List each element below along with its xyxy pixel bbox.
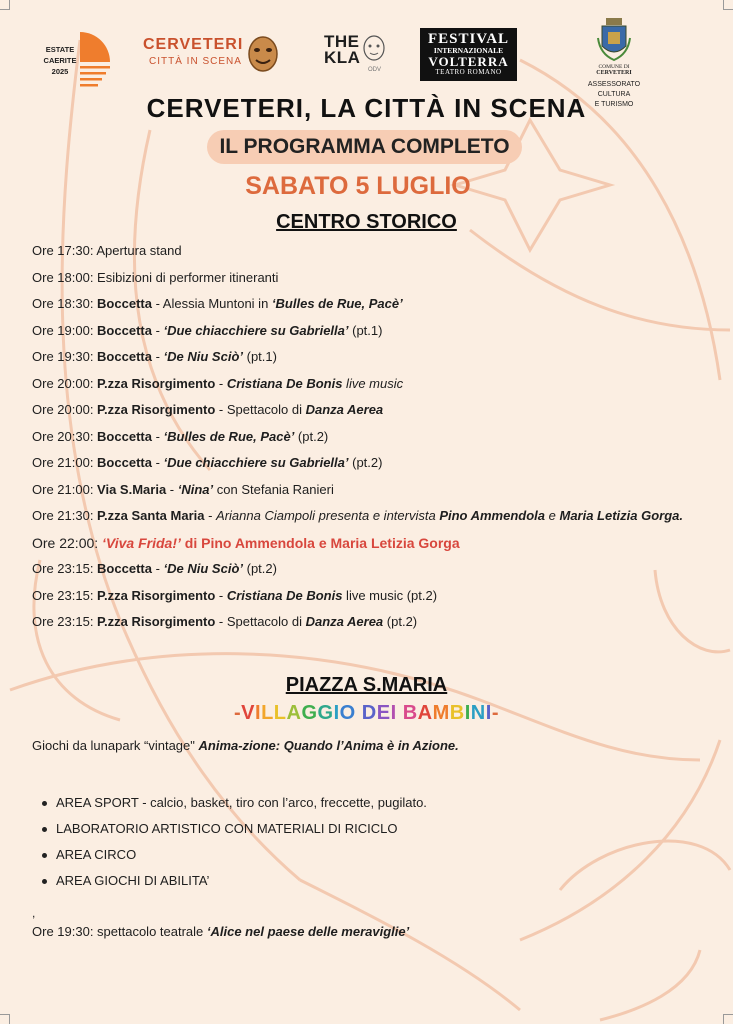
- schedule-text: live music (pt.2): [342, 587, 438, 603]
- logo-comune-line3: ASSESSORATO CULTURA: [587, 81, 641, 98]
- schedule-text: -: [151, 322, 164, 338]
- schedule-text: (pt.1): [348, 322, 383, 338]
- schedule-text: ‘Due chiacchiere su Gabriella’: [163, 322, 349, 338]
- schedule-text: (pt.2): [348, 455, 383, 470]
- face-sketch-icon: [360, 34, 388, 74]
- logo-cerveteri-name: CERVETERI: [143, 36, 244, 53]
- area-item: AREA GIOCHI DI ABILITA’: [40, 868, 427, 894]
- schedule-text: -: [151, 561, 164, 576]
- logo-festival-line3: VOLTERRA: [428, 54, 509, 69]
- schedule-text: P.zza Santa Maria: [97, 508, 205, 523]
- village-intro-plain: Giochi da lunapark “vintage": [32, 738, 199, 753]
- schedule-time: Ore 21:00:: [32, 481, 98, 497]
- schedule-text: P.zza Risorgimento: [97, 614, 216, 629]
- schedule-text: ‘De Niu Sciò’: [163, 561, 243, 576]
- logo-estate-line3: 2025: [51, 67, 69, 76]
- village-letter: I: [390, 702, 397, 724]
- schedule-text: live music: [342, 375, 404, 391]
- schedule-time: Ore 22:00:: [32, 534, 103, 551]
- schedule-text: di Pino Ammendola e Maria Letizia Gorga: [180, 534, 460, 551]
- crop-mark: [0, 0, 10, 10]
- schedule-item: [32, 530, 732, 557]
- village-letter: L: [261, 702, 274, 724]
- logo-estate-line2: CAERITE: [43, 56, 77, 65]
- schedule-time: Ore 23:15:: [32, 561, 98, 576]
- schedule-time: Ore 20:00:: [32, 402, 98, 417]
- crop-mark: [0, 1014, 10, 1024]
- schedule-text: -: [151, 455, 164, 470]
- schedule-time: Ore 17:30:: [32, 243, 97, 258]
- logo-comune-line2: CERVETERI: [596, 70, 632, 76]
- logo-estate-line1: ESTATE: [45, 45, 75, 54]
- logo-estate-caerite: [42, 30, 114, 94]
- final-event: [32, 924, 409, 939]
- village-letter: I: [485, 702, 492, 724]
- schedule-item: [32, 238, 732, 265]
- logo-festival-volterra: [420, 28, 517, 81]
- schedule-text: Boccetta: [97, 455, 152, 470]
- village-letter: D: [361, 702, 377, 724]
- area-item: LABORATORIO ARTISTICO CON MATERIALI DI RICICLO: [40, 816, 427, 842]
- schedule-text: Pino Ammendola: [439, 508, 546, 523]
- schedule-item: [32, 477, 732, 504]
- schedule-text: Boccetta: [97, 428, 152, 444]
- schedule-text: ‘Bulles de Rue, Pacè’: [163, 428, 295, 444]
- schedule-text: -: [204, 508, 217, 523]
- village-letter: V: [241, 702, 256, 724]
- schedule-text: - Spettacolo di: [215, 614, 306, 629]
- logo-thekla-line2: KLA: [324, 48, 361, 67]
- schedule-text: -: [151, 428, 164, 444]
- schedule-time: Ore 20:30:: [32, 428, 98, 444]
- sun-icon: [78, 30, 112, 92]
- village-letter: I: [464, 702, 471, 724]
- schedule-text: - Spettacolo di: [215, 402, 306, 417]
- schedule-item: [32, 503, 732, 530]
- schedule-text: Via S.Maria: [97, 481, 167, 497]
- section-heading-centro-storico: CENTRO STORICO: [276, 211, 457, 233]
- schedule-text: Cristiana De Bonis: [226, 375, 343, 391]
- logo-thekla: [324, 34, 392, 78]
- village-intro-bold: Anima-zione: Quando l’Anima è in Azione.: [198, 738, 459, 753]
- page-title: CERVETERI, LA CITTÀ IN SCENA: [146, 93, 587, 123]
- schedule-text: Boccetta: [97, 349, 152, 364]
- schedule-time: Ore 19:30:: [32, 349, 98, 364]
- logo-thekla-line1: THE: [324, 32, 360, 51]
- final-event-title: ‘Alice nel paese delle meraviglie’: [206, 924, 410, 939]
- schedule-text: ‘De Niu Sciò’: [163, 349, 243, 364]
- schedule-item: [32, 397, 732, 424]
- schedule-time: Ore 21:30:: [32, 508, 98, 523]
- schedule-text: ‘Nina’: [177, 481, 214, 497]
- village-letter: E: [376, 702, 391, 724]
- village-letter: G: [317, 702, 334, 724]
- schedule-time: Ore 18:00:: [32, 269, 98, 285]
- logo-cerveteri-tagline: CITTÀ IN SCENA: [149, 56, 242, 67]
- schedule-text: (pt.2): [294, 428, 329, 444]
- crop-mark: [723, 0, 733, 10]
- village-letter: G: [301, 702, 318, 724]
- schedule-text: e: [545, 508, 560, 523]
- schedule-time: Ore 20:00:: [32, 375, 98, 391]
- coat-of-arms-icon: [596, 18, 632, 62]
- schedule-text: (pt.2): [383, 614, 418, 629]
- schedule-time: Ore 19:00:: [32, 322, 98, 338]
- schedule-text: P.zza Risorgimento: [97, 587, 216, 603]
- logo-festival-line4: TEATRO ROMANO: [435, 68, 502, 76]
- schedule-item: [32, 265, 732, 292]
- schedule-text: ‘Viva Frida!’: [102, 534, 181, 551]
- schedule-text: Danza Aerea: [305, 402, 384, 417]
- village-letter: L: [273, 702, 287, 724]
- village-title: [0, 702, 733, 725]
- village-letter: I: [255, 702, 262, 724]
- village-letter: A: [417, 702, 433, 724]
- schedule-time: Ore 18:30:: [32, 296, 98, 311]
- schedule-time: Ore 21:00:: [32, 455, 98, 470]
- village-letter: B: [449, 702, 465, 724]
- village-letter: I: [333, 702, 340, 724]
- logo-comune-line4: E TURISMO: [594, 101, 634, 108]
- schedule-text: -: [166, 481, 178, 497]
- schedule-text: Apertura stand: [96, 243, 182, 258]
- schedule-text: con Stefania Ranieri: [213, 481, 334, 497]
- logo-comune-line1: COMUNE DI: [598, 64, 630, 70]
- theatre-mask-icon: [246, 34, 280, 74]
- crop-mark: [723, 1014, 733, 1024]
- area-item: AREA SPORT - calcio, basket, tiro con l’arco, freccette, pugilato.: [40, 790, 427, 816]
- stray-comma: ,: [32, 906, 36, 920]
- schedule-list: [32, 238, 732, 636]
- schedule-item: [32, 583, 732, 610]
- schedule-text: (pt.1): [243, 349, 277, 364]
- schedule-item: [32, 371, 732, 398]
- schedule-text: -: [151, 349, 164, 364]
- schedule-text: P.zza Risorgimento: [97, 402, 216, 417]
- schedule-text: Cristiana De Bonis: [226, 587, 343, 603]
- village-letter: A: [286, 702, 302, 724]
- areas-list: [40, 790, 427, 894]
- logo-cerveteri-citta-in-scena: [143, 36, 283, 80]
- schedule-text: Danza Aerea: [305, 614, 384, 629]
- schedule-item: [32, 318, 732, 345]
- village-letter: O: [339, 702, 356, 724]
- schedule-text: ‘Due chiacchiere su Gabriella’: [163, 455, 349, 470]
- final-event-plain: Ore 19:30: spettacolo teatrale: [32, 924, 207, 939]
- event-date: SABATO 5 LUGLIO: [245, 172, 471, 200]
- schedule-item: [32, 291, 732, 318]
- section-heading-piazza: PIAZZA S.MARIA: [285, 674, 448, 696]
- schedule-text: -: [215, 587, 227, 603]
- schedule-text: P.zza Risorgimento: [97, 375, 216, 391]
- schedule-text: (pt.2): [243, 561, 277, 576]
- schedule-text: Boccetta: [97, 322, 152, 338]
- subtitle-pill: IL PROGRAMMA COMPLETO: [207, 130, 522, 164]
- village-letter: N: [470, 702, 486, 724]
- schedule-item: [32, 344, 732, 371]
- schedule-item: [32, 424, 732, 451]
- schedule-text: Boccetta: [97, 296, 152, 311]
- schedule-text: Boccetta: [97, 561, 152, 576]
- village-title-suffix: -: [491, 702, 499, 724]
- schedule-text: ‘Bulles de Rue, Pacè’: [271, 296, 403, 311]
- schedule-item: [32, 609, 732, 636]
- logo-festival-line1: FESTIVAL: [427, 31, 510, 47]
- schedule-text: Maria Letizia Gorga.: [559, 508, 684, 523]
- logo-thekla-suffix: ODV: [368, 67, 382, 73]
- village-intro: [32, 738, 459, 753]
- village-letter: M: [432, 702, 450, 724]
- logo-festival-line2: INTERNAZIONALE: [433, 46, 504, 55]
- village-letter: B: [402, 702, 418, 724]
- schedule-time: Ore 23:15:: [32, 587, 98, 603]
- schedule-item: [32, 556, 732, 583]
- village-title-letters: [241, 702, 492, 724]
- area-item: AREA CIRCO: [40, 842, 427, 868]
- schedule-text: - Alessia Muntoni in: [151, 296, 272, 311]
- schedule-time: Ore 23:15:: [32, 614, 98, 629]
- schedule-item: [32, 450, 732, 477]
- schedule-text: Esibizioni di performer itineranti: [97, 269, 279, 285]
- schedule-text: Arianna Ciampoli presenta e intervista: [216, 508, 440, 523]
- village-title-prefix: -: [234, 702, 242, 724]
- schedule-text: -: [215, 375, 227, 391]
